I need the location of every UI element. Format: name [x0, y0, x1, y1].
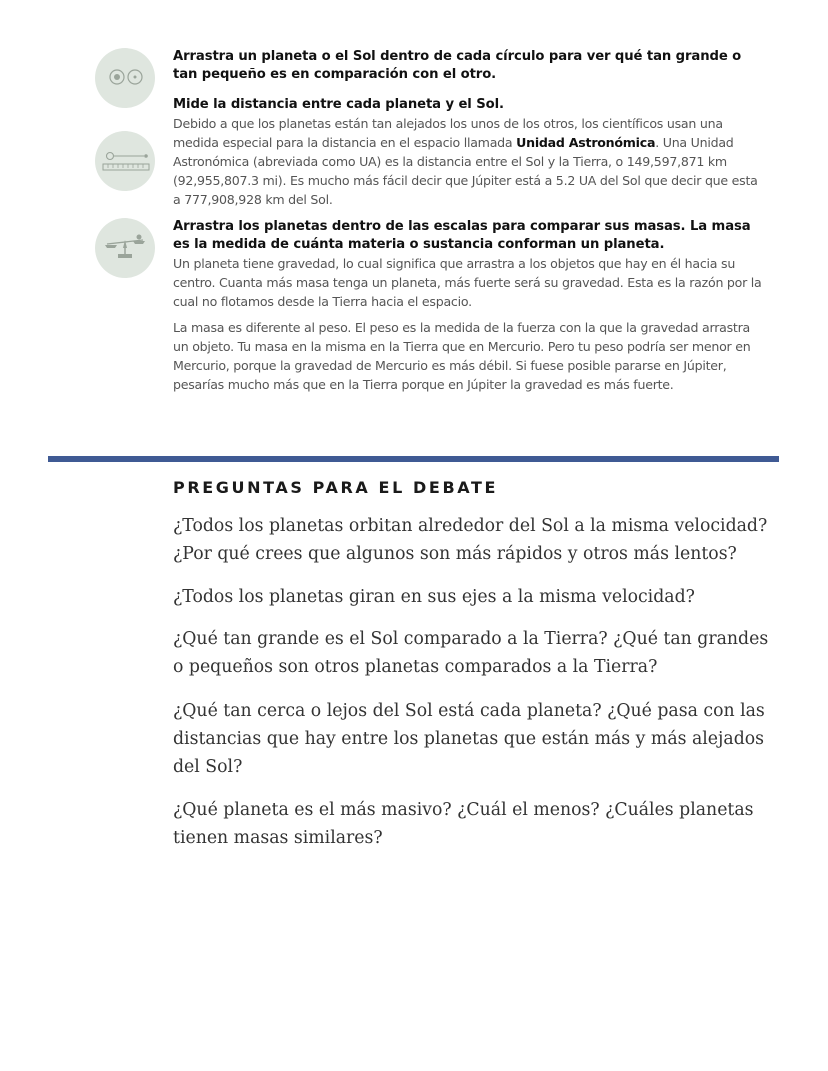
instruction-distance — [173, 96, 763, 209]
instruction-mass-title: Arrastra los planetas dentro de las escalas para comparar sus masas. La masa es la medida de cuánta materia o sustancia conforman un planeta. — [173, 219, 751, 252]
instruction-size-title: Arrastra un planeta o el Sol dentro de cada círculo para ver qué tan grande o tan pequeño es en comparación con el otro. — [173, 49, 742, 82]
sun-size-compare-icon — [95, 48, 155, 108]
debate-question: ¿Todos los planetas orbitan alrededor del Sol a la misma velocidad? ¿Por qué crees que algunos son más rápidos y otros más lentos? — [173, 516, 768, 564]
debate-heading: PREGUNTAS PARA EL DEBATE — [173, 478, 499, 497]
debate-question: ¿Qué tan grande es el Sol comparado a la Tierra? ¿Qué tan grandes o pequeños son otros planetas comparados a la Tierra? — [173, 629, 769, 677]
instruction-size — [173, 48, 763, 84]
balance-scale-icon — [95, 218, 155, 278]
instruction-mass — [173, 218, 763, 394]
instruction-mass-body: Un planeta tiene gravedad, lo cual significa que arrastra a los objetos que hay en él hacia su centro. Cuanta más masa tenga un planeta, más fuerte será su gravedad. Esta es la razón por la cual no flotamos desde la Tierra hacia el espacio. — [173, 256, 762, 309]
debate-question: ¿Qué planeta es el más masivo? ¿Cuál el menos? ¿Cuáles planetas tienen masas similares? — [173, 800, 754, 848]
instruction-mass-body-2: La masa es diferente al peso. El peso es la medida de la fuerza con la que la gravedad arrastra un objeto. Tu masa en la misma en la Tierra que en Mercurio. Pero tu peso podría ser menor en Mercurio, porque la gravedad de Mercurio es más débil. Si fuese posible pararse en Júpiter, pesarías mucho más que en la Tierra porque en Júpiter la gravedad es más fuerte. — [173, 320, 751, 392]
unidad-astronomica-term: Unidad Astronómica — [516, 135, 656, 150]
instruction-distance-title: Mide la distancia entre cada planeta y el Sol. — [173, 97, 504, 112]
debate-question: ¿Qué tan cerca o lejos del Sol está cada planeta? ¿Qué pasa con las distancias que hay entre los planetas que están más y más alejados del Sol? — [173, 701, 765, 777]
distance-ruler-icon — [95, 131, 155, 191]
distance-body-end: . Una Unidad Astronómica (abreviada como UA) es la distancia entre el Sol y la Tierra, o 149,597,871 km (92,955,807.3 mi). Es mucho más fácil decir que Júpiter está a 5.2 UA del Sol que decir que esta a 777,908,928 km del Sol. — [173, 135, 758, 207]
instruction-distance-body — [173, 114, 763, 209]
debate-question: ¿Todos los planetas giran en sus ejes a la misma velocidad? — [173, 587, 695, 607]
section-divider — [48, 456, 779, 462]
distance-body-start: Debido a que los planetas están tan alejados los unos de los otros, los científicos usan una medida especial para la distancia en el espacio llamada — [173, 116, 723, 150]
